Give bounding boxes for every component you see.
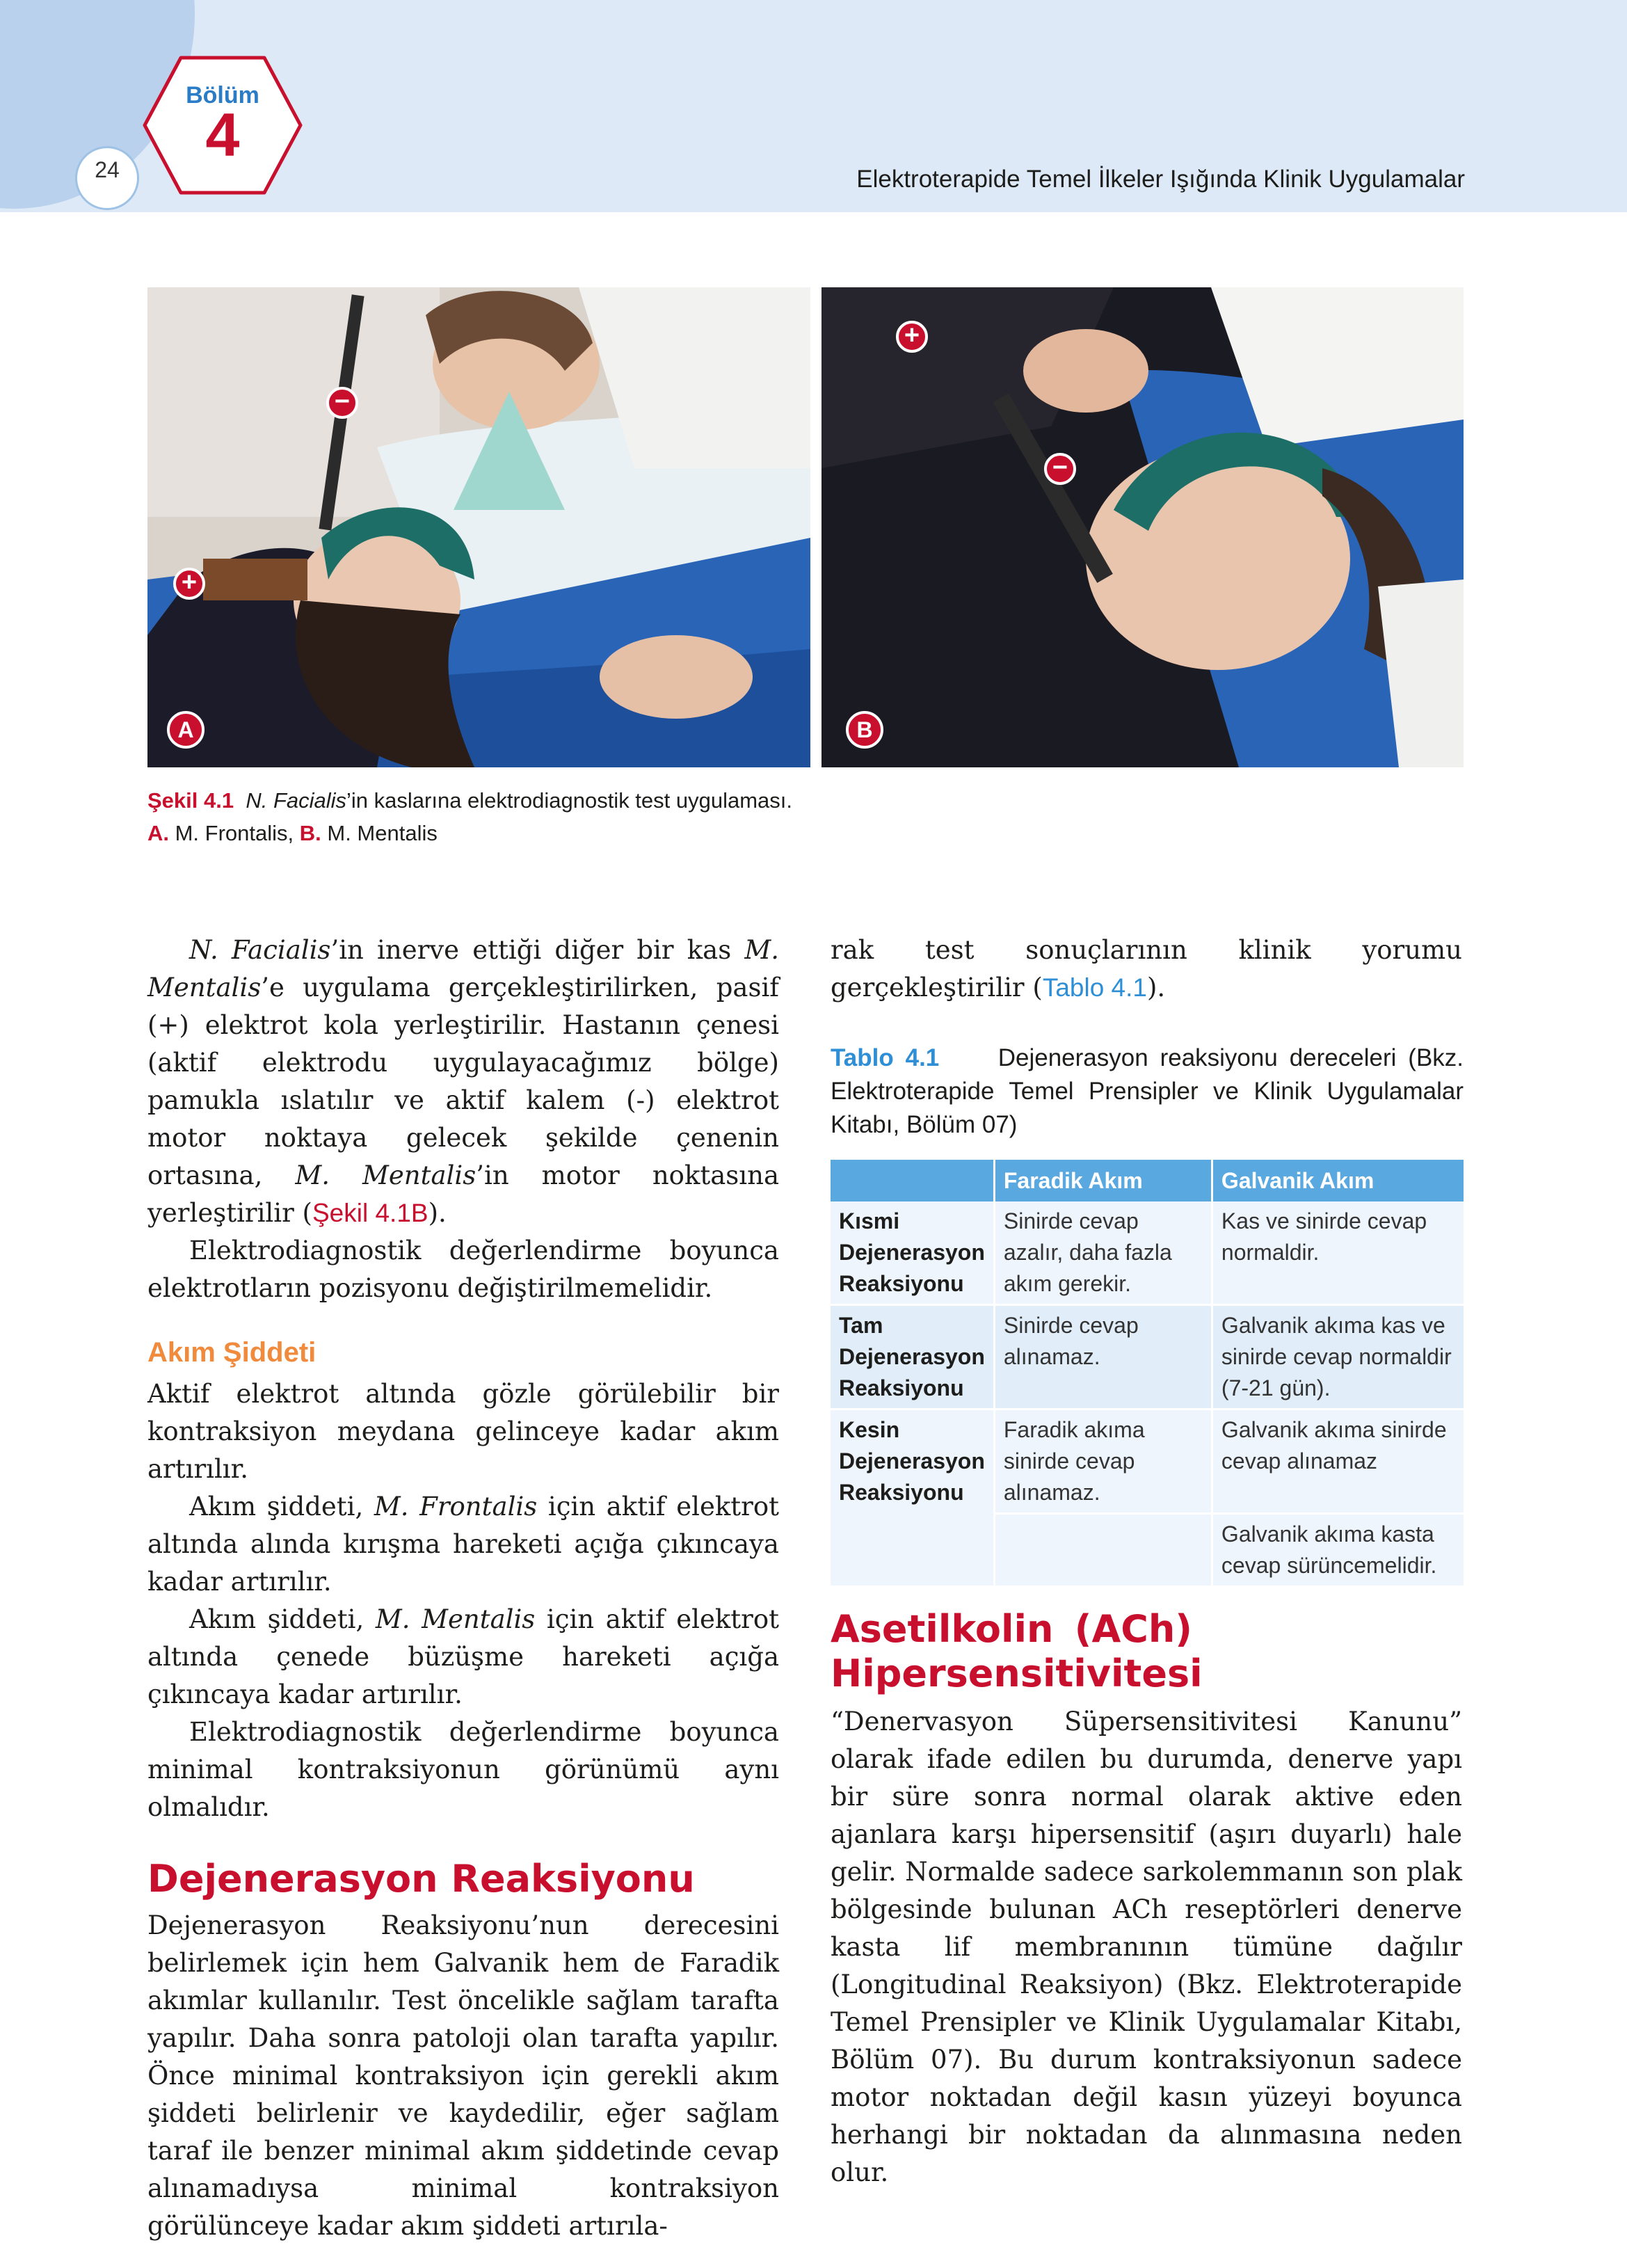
row-label: Kesin Dejenerasyon Reaksiyonu: [831, 1409, 994, 1587]
table-row: [831, 1409, 1464, 1514]
page-number: 24: [95, 157, 120, 182]
paragraph: Dejenerasyon Reaksiyonu’nun derecesini belirlemek için hem Galvanik hem de Faradik akımlar kullanılır. Test öncelikle sağlam tarafta yapılır. Daha sonra patoloji olan tarafta yapılır. Önce minimal kontraksiyon için gerekli akım şiddeti belirlenir ve kaydedilir, eğer sağlam taraf ile benzer minimal akım şiddetinde cevap alınamadıysa minimal kontraksiyon görülünceye kadar akım şiddeti artırıla-: [147, 1910, 779, 2241]
table-row: [831, 1305, 1464, 1409]
chapter-number: 4: [205, 100, 240, 169]
caption-a-text: M. Frontalis,: [169, 821, 300, 845]
italic-term: N. Facialis: [189, 935, 331, 965]
paragraph: [831, 932, 1462, 1007]
chapter-label: Bölüm: [186, 82, 259, 109]
table-cell-empty: [994, 1514, 1212, 1587]
paragraph: [147, 1601, 779, 1714]
table-header-cell: Faradik Akım: [994, 1160, 1212, 1201]
text: Akım şiddeti,: [189, 1604, 376, 1634]
table-cell: Kas ve sinirde cevap normaldir.: [1212, 1201, 1464, 1305]
table-cell: Galvanik akıma kas ve sinirde cevap normaldir (7-21 gün).: [1212, 1305, 1464, 1409]
table-caption: [831, 1041, 1464, 1142]
caption-b-text: M. Mentalis: [321, 821, 438, 845]
table-cell: Galvanik akıma sinirde cevap alınamaz: [1212, 1409, 1464, 1514]
panel-label-b: B: [846, 711, 883, 749]
table-dejenerasyon: [831, 1160, 1464, 1588]
right-column-ach: [831, 1607, 1462, 2191]
figure-label: Şekil 4.1: [147, 788, 234, 813]
minus-electrode-marker: −: [1044, 453, 1076, 485]
figure-photo-b: [821, 287, 1464, 767]
caption-text: ’in kaslarına elektrodiagnostik test uygulaması.: [346, 788, 793, 813]
text: ’in inerve ettiği diğer bir kas: [330, 935, 745, 965]
panel-label-a: A: [167, 711, 205, 749]
italic-term: M. Mentalis: [147, 935, 780, 1003]
section-heading-ach: Asetilkolin (ACh) Hipersensitivitesi: [831, 1607, 1203, 1695]
table-caption-text: Dejenerasyon reaksiyonu dereceleri (Bkz. Elektroterapide Temel Prensipler ve Klinik Uygulamalar Kitabı, Bölüm 07): [831, 1044, 1464, 1138]
section-heading-akim-siddeti: Akım Şiddeti: [147, 1337, 316, 1368]
caption-b-label: B.: [299, 821, 321, 845]
text: rak test sonuçlarının klinik yorumu gerçekleştirilir (: [831, 935, 1462, 1003]
table-cell: Galvanik akıma kasta cevap sürüncemelidir.: [1212, 1514, 1464, 1587]
paragraph: [147, 1488, 779, 1601]
figure-reference-link[interactable]: Şekil 4.1B: [312, 1199, 428, 1227]
plus-electrode-marker: +: [896, 321, 928, 353]
running-title: Elektroterapide Temel İlkeler Işığında Klinik Uygulamalar: [856, 166, 1465, 193]
figure-photo-a: [147, 287, 810, 767]
section-heading-dejenerasyon: Dejenerasyon Reaksiyonu: [147, 1857, 695, 1901]
plus-electrode-marker: +: [173, 568, 205, 600]
row-label: Tam Dejenerasyon Reaksiyonu: [831, 1305, 994, 1409]
row-label: Kısmi Dejenerasyon Reaksiyonu: [831, 1201, 994, 1305]
italic-term: M. Frontalis: [374, 1492, 538, 1522]
italic-term: M. Mentalis: [295, 1160, 476, 1190]
table-header-cell: Galvanik Akım: [1212, 1160, 1464, 1201]
table-cell: Sinirde cevap azalır, daha fazla akım gerekir.: [994, 1201, 1212, 1305]
table-cell: Faradik akıma sinirde cevap alınamaz.: [994, 1409, 1212, 1514]
italic-term: M. Mentalis: [375, 1604, 536, 1634]
table-header-row: [831, 1160, 1464, 1201]
caption-a-label: A.: [147, 821, 169, 845]
table-label: Tablo 4.1: [831, 1044, 940, 1071]
text: ’in motor noktasına yerleştirilir (: [147, 1160, 779, 1228]
text: için aktif elektrot altında alında kırışma hareketi açığa çıkıncaya kadar artırılır.: [147, 1492, 779, 1597]
table-header-cell: [831, 1160, 994, 1201]
paragraph: Elektrodiagnostik değerlendirme boyunca elektrotların pozisyonu değiştirilmemelidir.: [147, 1236, 779, 1303]
left-column: [147, 932, 779, 2245]
paragraph: Aktif elektrot altında gözle görülebilir bir kontraksiyon meydana gelinceye kadar akım artırılır.: [147, 1379, 779, 1484]
text: ).: [428, 1198, 447, 1228]
paragraph: Elektrodiagnostik değerlendirme boyunca minimal kontraksiyonun görünümü aynı olmalıdır.: [147, 1717, 779, 1822]
table-cell: Sinirde cevap alınamaz.: [994, 1305, 1212, 1409]
table-reference-link[interactable]: Tablo 4.1: [1042, 973, 1147, 1002]
table-row: [831, 1201, 1464, 1305]
text: için aktif elektrot altında çenede büzüşme hareketi açığa çıkıncaya kadar artırılır.: [147, 1604, 779, 1709]
figure-caption: [147, 784, 843, 849]
text: ).: [1146, 973, 1166, 1003]
caption-italic: N. Facialis: [246, 788, 347, 813]
right-column-intro: [831, 932, 1462, 1007]
text: Akım şiddeti,: [189, 1492, 374, 1522]
minus-electrode-marker: −: [326, 387, 358, 419]
text: ’e uygulama gerçekleştirilirken, pasif (+) elektrot kola yerleştirilir. Hastanın çenesi (aktif elektrodu uygulayacağımız bölge) pamukla ıslatılır ve aktif kalem (-) elektrot motor noktaya gelecek şekilde çenenin ortasına,: [147, 973, 779, 1190]
paragraph: [147, 932, 779, 1232]
paragraph: “Denervasyon Süpersensitivitesi Kanunu” olarak ifade edilen bu durumda, denerve yapı bir süre sonra normal olarak aktive eden ajanlara karşı hipersensitif (aşırı duyarlı) hale gelir. Normalde sadece sarkolemmanın son plak bölgesinde bulunan ACh reseptörleri denerve kasta lif membranının tümüne dağılır (Longitudinal Reaksiyon) (Bkz. Elektroterapide Temel Prensipler ve Klinik Uygulamalar Kitabı, Bölüm 07). Bu durum kontraksiyonun sadece motor noktadan değil kasın yüzeyi boyunca herhangi bir noktadan da alınmasına neden olur.: [831, 1707, 1462, 2187]
